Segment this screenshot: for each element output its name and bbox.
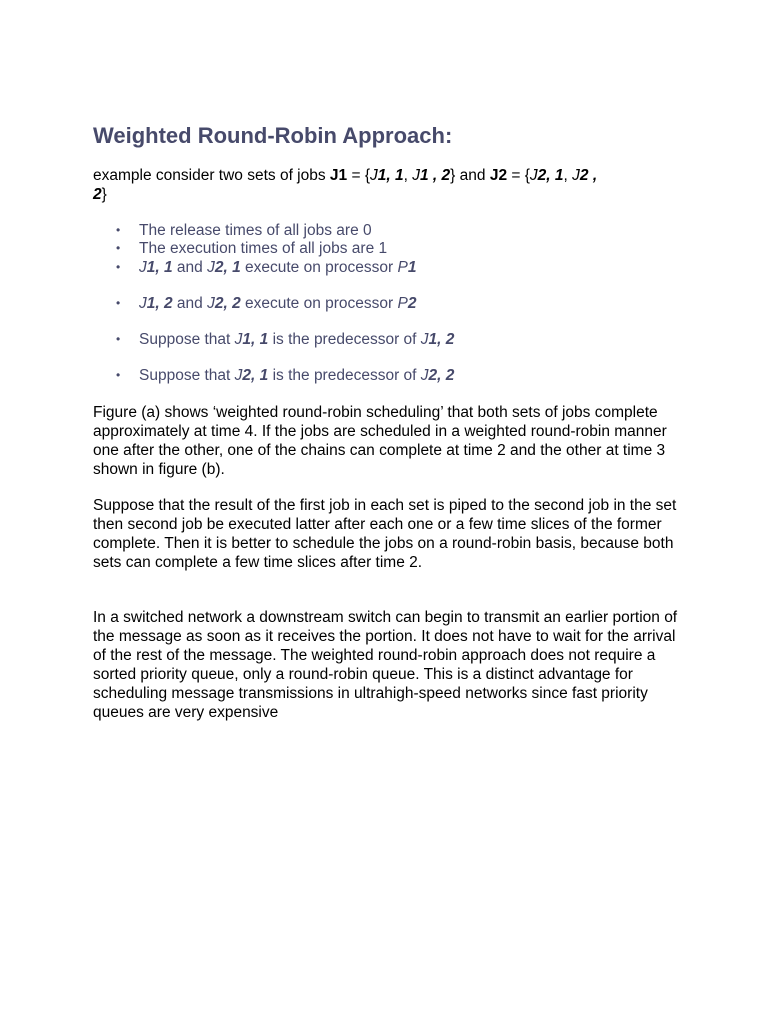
- list-item-text: is the predecessor of: [268, 367, 421, 384]
- list-item-text: The release times of all jobs are 0: [139, 222, 372, 239]
- job-set-j1: J1: [329, 167, 348, 184]
- job-index: 1, 2: [146, 295, 173, 312]
- job-symbol: J: [207, 295, 215, 312]
- list-item-text: [139, 366, 454, 385]
- job-symbol: J: [572, 167, 580, 184]
- intro-text: } and: [450, 167, 490, 184]
- bullet-icon: •: [116, 296, 121, 310]
- paragraph-switched-network: In a switched network a downstream switch can begin to transmit an earlier portion of the message as soon as it receives the portion. It does not have to wait for the arrival of the rest of the message. The weighted round-robin approach does not require a sorted priority queue, only a round-robin queue. This is a distinct advantage for scheduling message transmissions in ultrahigh-speed networks since fast priority queues are very expensive: [93, 609, 678, 721]
- job-symbol: J: [234, 331, 243, 348]
- job-index: 1, 1: [146, 259, 173, 276]
- section-heading: Weighted Round-Robin Approach:: [93, 123, 453, 148]
- paragraph-figure-explanation: Figure (a) shows ‘weighted round-robin scheduling’ that both sets of jobs complete approximately at time 4. If the jobs are scheduled in a weighted round-robin manner one after the other, one of the chains can complete at time 2 and the other at time 3 shown in figure (b).: [93, 404, 667, 478]
- job-index: 2, 1: [242, 367, 269, 384]
- job-symbol: J: [420, 331, 429, 348]
- intro-text: }: [101, 186, 107, 203]
- intro-text: = {: [347, 167, 371, 184]
- list-item-text: [139, 330, 454, 349]
- bullet-icon: •: [116, 260, 121, 274]
- job-symbol: J: [370, 167, 378, 184]
- list-item-text: is the predecessor of: [268, 331, 421, 348]
- job-index: 2, 2: [214, 295, 241, 312]
- bullet-icon: •: [116, 332, 121, 346]
- job-index: 1 , 2: [420, 167, 451, 184]
- job-index: 2, 2: [428, 367, 455, 384]
- intro-paragraph: [93, 166, 683, 204]
- job-symbol: J: [412, 167, 420, 184]
- list-item-text: execute on processor: [240, 259, 398, 276]
- job-symbol: J: [139, 295, 147, 312]
- list-item-text: [139, 258, 416, 277]
- list-item-text: execute on processor: [240, 295, 398, 312]
- bullet-icon: •: [116, 241, 121, 255]
- list-item-text: and: [172, 259, 208, 276]
- intro-text: ,: [403, 167, 413, 184]
- intro-text: example consider two sets of jobs: [93, 167, 330, 184]
- job-symbol: J: [139, 259, 147, 276]
- intro-text: = {: [507, 167, 530, 184]
- job-index: 2 ,: [579, 167, 598, 184]
- list-item-text: Suppose that: [139, 331, 235, 348]
- job-index: 2: [93, 186, 102, 203]
- list-item-text: and: [172, 295, 208, 312]
- job-index: 1, 1: [242, 331, 269, 348]
- job-index: 2, 1: [214, 259, 241, 276]
- processor-index: 2: [407, 295, 417, 312]
- job-symbol: J: [207, 259, 215, 276]
- paragraph-piped-jobs: Suppose that the result of the first job in each set is piped to the second job in the set then second job be executed latter after each one or a few time slices of the former complete. Then it is better to schedule the jobs on a round-robin basis, because both sets can complete a few time slices after time 2.: [93, 497, 677, 571]
- job-symbol: J: [234, 367, 243, 384]
- job-index: 1, 1: [377, 167, 404, 184]
- job-symbol: J: [529, 167, 538, 184]
- list-item-text: Suppose that: [139, 367, 235, 384]
- processor-symbol: P: [397, 259, 408, 276]
- list-item-text: The execution times of all jobs are 1: [139, 240, 388, 257]
- bullet-icon: •: [116, 223, 121, 237]
- job-index: 1, 2: [428, 331, 455, 348]
- intro-text: ,: [563, 167, 573, 184]
- list-item-text: [139, 294, 416, 313]
- job-symbol: J: [420, 367, 429, 384]
- processor-index: 1: [407, 259, 417, 276]
- bullet-icon: •: [116, 368, 121, 382]
- processor-symbol: P: [397, 295, 408, 312]
- job-set-j2: J2: [489, 167, 508, 184]
- job-index: 2, 1: [537, 167, 564, 184]
